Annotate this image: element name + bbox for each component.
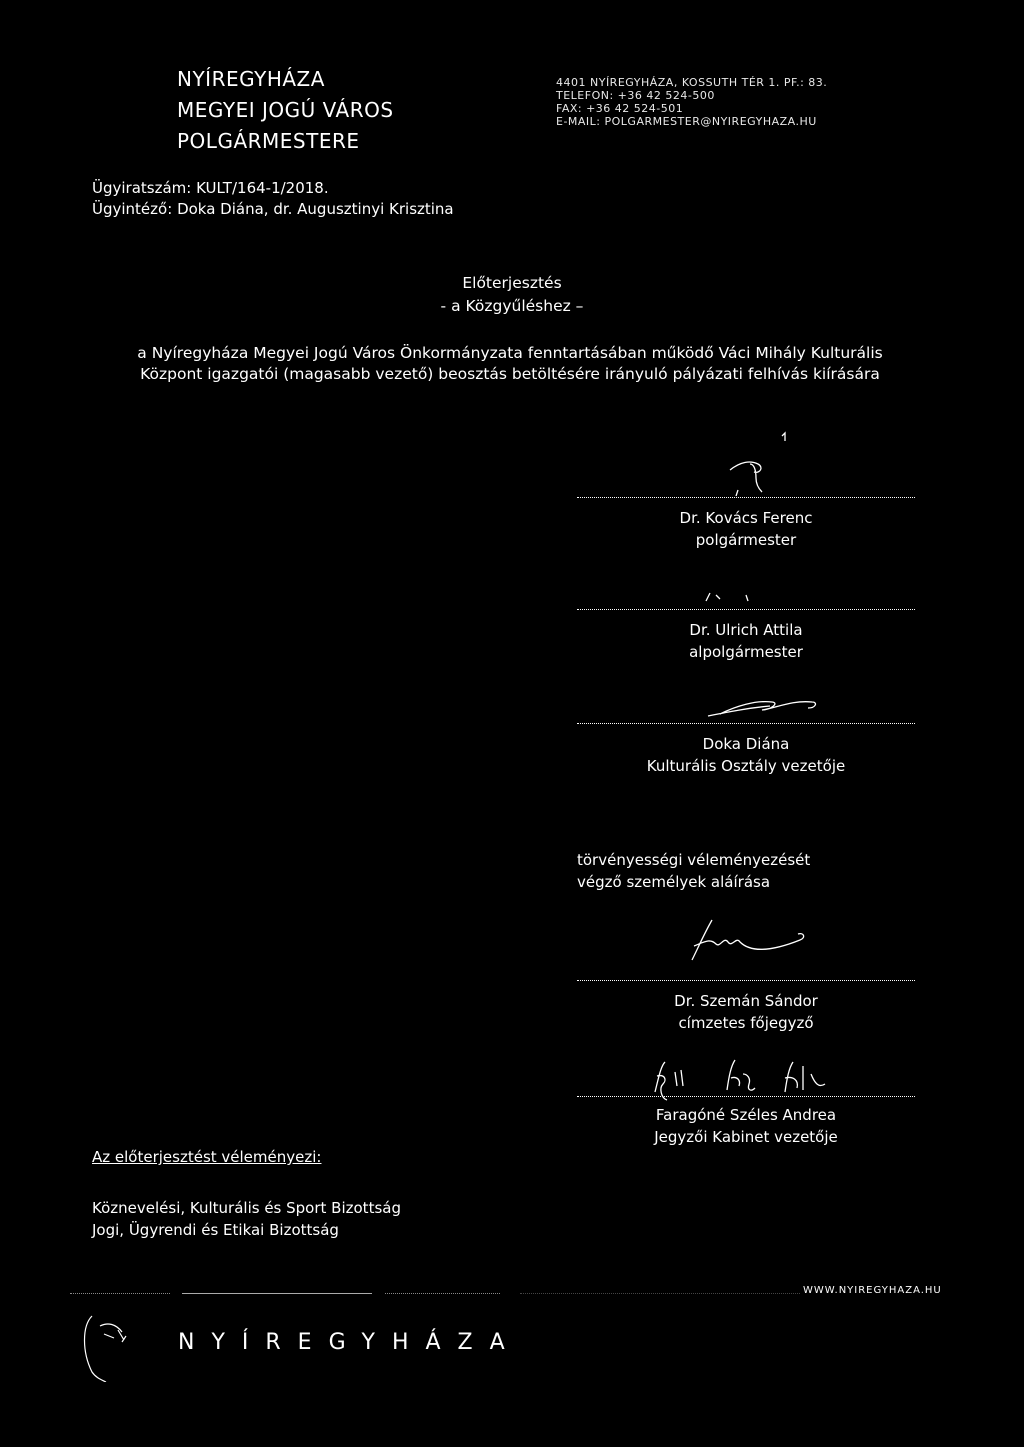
- signature-line-2: [577, 609, 915, 610]
- phone: TELEFON: +36 42 524-500: [556, 89, 715, 102]
- signature-kovacs: [690, 430, 800, 502]
- document-subject: [60, 343, 960, 385]
- fax: FAX: +36 42 524-501: [556, 102, 684, 115]
- org-line-2: MEGYEI JOGÚ VÁROS: [177, 98, 394, 122]
- city-logo-text: NYÍREGYHÁZA: [178, 1330, 522, 1355]
- footer-rule-1: [70, 1293, 170, 1294]
- city-logo-icon: [78, 1310, 148, 1386]
- title-line-2: - a Közgyűléshez –: [440, 297, 584, 315]
- reviewer-2-role: Jegyzői Kabinet vezetője: [654, 1128, 838, 1146]
- legal-review-line-1: törvényességi véleményezését: [577, 851, 811, 869]
- footer-rule-4: [520, 1293, 800, 1294]
- signature-line-5: [577, 1096, 915, 1097]
- signature-doka: [700, 690, 840, 734]
- reviewer-1-name: Dr. Szemán Sándor: [674, 992, 818, 1010]
- reviewer-1: [577, 990, 915, 1034]
- document-title: [0, 272, 1024, 318]
- case-meta: [92, 178, 454, 220]
- signature-line-4: [577, 980, 915, 981]
- handler-label: Ügyintéző:: [92, 200, 173, 218]
- handler-names: Doka Diána, dr. Augusztinyi Krisztina: [177, 200, 454, 218]
- committee-2: Jogi, Ügyrendi és Etikai Bizottság: [92, 1221, 339, 1239]
- signatory-3: [577, 733, 915, 777]
- org-line-1: NYÍREGYHÁZA: [177, 67, 325, 91]
- legal-review-line-2: végző személyek aláírása: [577, 873, 771, 891]
- reviewer-2: [577, 1104, 915, 1148]
- org-line-3: POLGÁRMESTERE: [177, 129, 360, 153]
- signatory-3-name: Doka Diána: [702, 735, 790, 753]
- opinion-label: Az előterjesztést véleményezi:: [92, 1148, 322, 1166]
- email: E-MAIL: POLGARMESTER@NYIREGYHAZA.HU: [556, 115, 817, 128]
- signatory-3-role: Kulturális Osztály vezetője: [646, 757, 846, 775]
- signatory-1-name: Dr. Kovács Ferenc: [679, 509, 813, 527]
- committee-1: Köznevelési, Kulturális és Sport Bizottság: [92, 1199, 401, 1217]
- contact-block: [556, 76, 827, 128]
- signature-line-1: [577, 497, 915, 498]
- signatory-1: [577, 507, 915, 551]
- subject-line-1: a Nyíregyháza Megyei Jogú Város Önkormányzata fenntartásában működő Váci Mihály Kulturális: [137, 344, 883, 362]
- case-handler: [92, 199, 454, 220]
- website: WWW.NYIREGYHAZA.HU: [803, 1285, 942, 1296]
- footer-rule-3: [385, 1293, 500, 1294]
- organization-name: [177, 64, 394, 157]
- legal-review-heading: [577, 849, 810, 893]
- reviewer-2-name: Faragóné Széles Andrea: [655, 1106, 837, 1124]
- signature-szeman: [672, 910, 842, 974]
- subject-line-2: Központ igazgatói (magasabb vezető) beosztás betöltésére irányuló pályázati felhívás kiírására: [140, 365, 880, 383]
- signature-ulrich: [700, 575, 770, 609]
- signatory-2-role: alpolgármester: [689, 643, 803, 661]
- file-number: Ügyiratszám: KULT/164-1/2018.: [92, 179, 329, 197]
- signatory-2-name: Dr. Ulrich Attila: [689, 621, 803, 639]
- signatory-2: [577, 619, 915, 663]
- title-line-1: Előterjesztés: [462, 274, 562, 292]
- signature-line-3: [577, 723, 915, 724]
- signature-faragone: [645, 1052, 865, 1106]
- footer-rule-2: [182, 1293, 372, 1294]
- committee-list: [92, 1197, 401, 1241]
- signatory-1-role: polgármester: [695, 531, 797, 549]
- address: 4401 NYÍREGYHÁZA, KOSSUTH TÉR 1. PF.: 83.: [556, 76, 828, 89]
- reviewer-1-role: címzetes főjegyző: [678, 1014, 814, 1032]
